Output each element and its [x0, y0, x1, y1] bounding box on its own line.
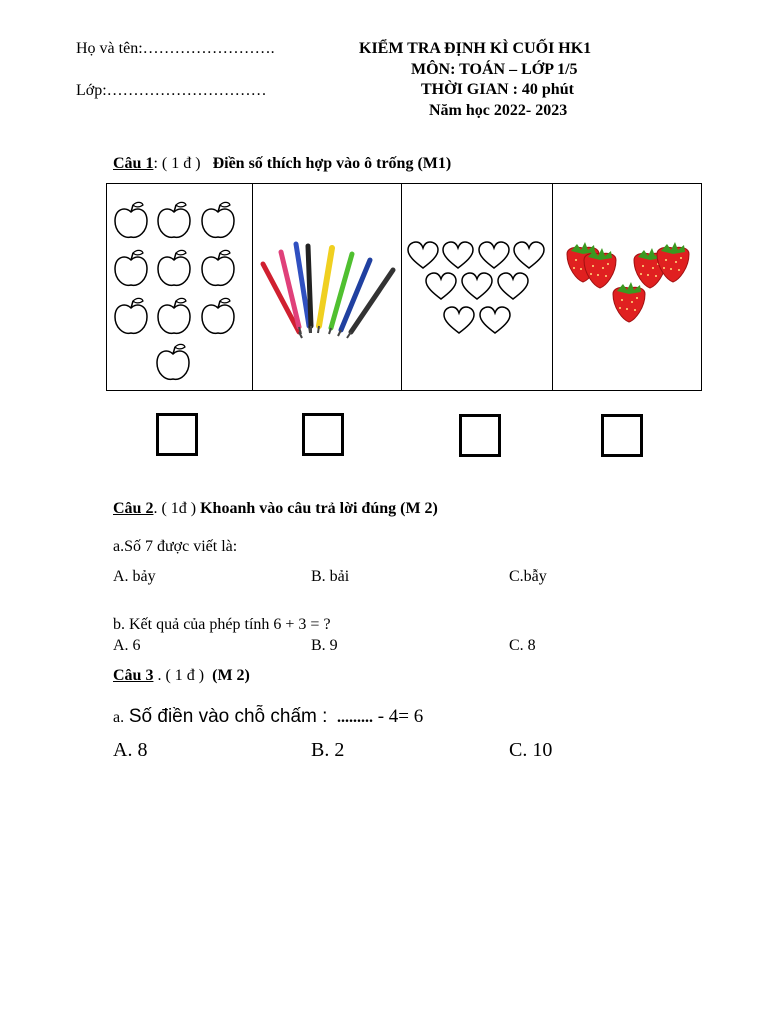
strawberry-cell: [553, 184, 702, 390]
q1-picture-table: [106, 183, 702, 391]
heart-mark: [444, 307, 474, 333]
q3-label: Câu 3: [113, 667, 154, 684]
answer-box-pens[interactable]: [302, 413, 344, 456]
q2a-option-b[interactable]: B. bải: [311, 568, 350, 585]
q2b-question: b. Kết quả của phép tính 6 + 3 = ?: [113, 616, 331, 633]
answer-box-apples[interactable]: [156, 413, 198, 456]
pen-mark: [318, 248, 332, 333]
q2b-option-a[interactable]: A. 6: [113, 637, 141, 654]
q3a-blank[interactable]: .........: [336, 709, 373, 726]
q3a-expression: - 4= 6: [377, 706, 424, 727]
student-name-field: Họ và tên:…………………….: [76, 40, 275, 57]
pen-mark: [329, 254, 352, 334]
exam-time: THỜI GIAN : 40 phút: [421, 81, 574, 98]
strawberry-mark: [584, 248, 616, 288]
apple-mark: [115, 250, 147, 285]
exam-title: KIỂM TRA ĐỊNH KÌ CUỐI HK1: [359, 40, 592, 57]
exam-subject: MÔN: TOÁN – LỚP 1/5: [411, 61, 578, 78]
q1-instruction: Điền số thích hợp vào ô trống (M1): [212, 155, 452, 172]
heart-cell: [402, 184, 553, 390]
heart-mark: [408, 242, 438, 268]
q2b-option-c[interactable]: C. 8: [509, 637, 536, 654]
heart-icon: [402, 184, 553, 390]
pen-cell: [253, 184, 403, 390]
strawberry-icon: [553, 184, 702, 390]
heart-mark: [426, 273, 456, 299]
apple-mark: [158, 298, 190, 333]
q2-heading: [113, 500, 438, 518]
heart-mark: [462, 273, 492, 299]
apple-mark: [202, 250, 234, 285]
apple-mark: [115, 298, 147, 333]
q3a-prefix: a.: [113, 709, 125, 726]
q3-points: . ( 1 đ ): [153, 667, 205, 684]
q2-instruction: Khoanh vào câu trả lời đúng (M 2): [200, 500, 438, 517]
q2a-option-c[interactable]: C.bẫy: [509, 568, 547, 585]
q1-label: Câu 1: [113, 155, 154, 172]
apple-icon: [107, 184, 253, 390]
class-field: Lớp:…………………………: [76, 82, 267, 99]
q3-level: (M 2): [212, 667, 250, 684]
q3-heading: [113, 667, 250, 685]
apple-mark: [158, 250, 190, 285]
pen-mark: [263, 264, 302, 338]
heart-mark: [479, 242, 509, 268]
strawberry-mark: [613, 282, 645, 322]
q3a-text: Số điền vào chỗ chấm :: [128, 706, 328, 727]
heart-mark: [480, 307, 510, 333]
apple-cell: [107, 184, 253, 390]
q3a-question: [113, 706, 423, 728]
apple-mark: [157, 344, 189, 379]
q3a-option-c[interactable]: C. 10: [509, 739, 553, 761]
apple-mark: [202, 298, 234, 333]
pen-mark: [308, 246, 311, 333]
q3a-option-b[interactable]: B. 2: [311, 739, 345, 761]
apple-mark: [158, 202, 190, 237]
q2a-question: a.Số 7 được viết là:: [113, 538, 238, 555]
q2a-option-a[interactable]: A. bảy: [113, 568, 156, 585]
heart-mark: [514, 242, 544, 268]
heart-mark: [498, 273, 528, 299]
apple-mark: [202, 202, 234, 237]
q3a-option-a[interactable]: A. 8: [113, 739, 148, 761]
school-year: Năm học 2022- 2023: [429, 102, 568, 119]
heart-mark: [443, 242, 473, 268]
pen-icon: [253, 184, 403, 390]
answer-box-strawberries[interactable]: [601, 414, 643, 457]
apple-mark: [115, 202, 147, 237]
answer-box-hearts[interactable]: [459, 414, 501, 457]
q2-points: . ( 1đ ): [153, 500, 197, 517]
q1-heading: [113, 155, 451, 173]
q1-points: : ( 1 đ ): [153, 155, 201, 172]
q2-label: Câu 2: [113, 500, 154, 517]
q2b-option-b[interactable]: B. 9: [311, 637, 338, 654]
